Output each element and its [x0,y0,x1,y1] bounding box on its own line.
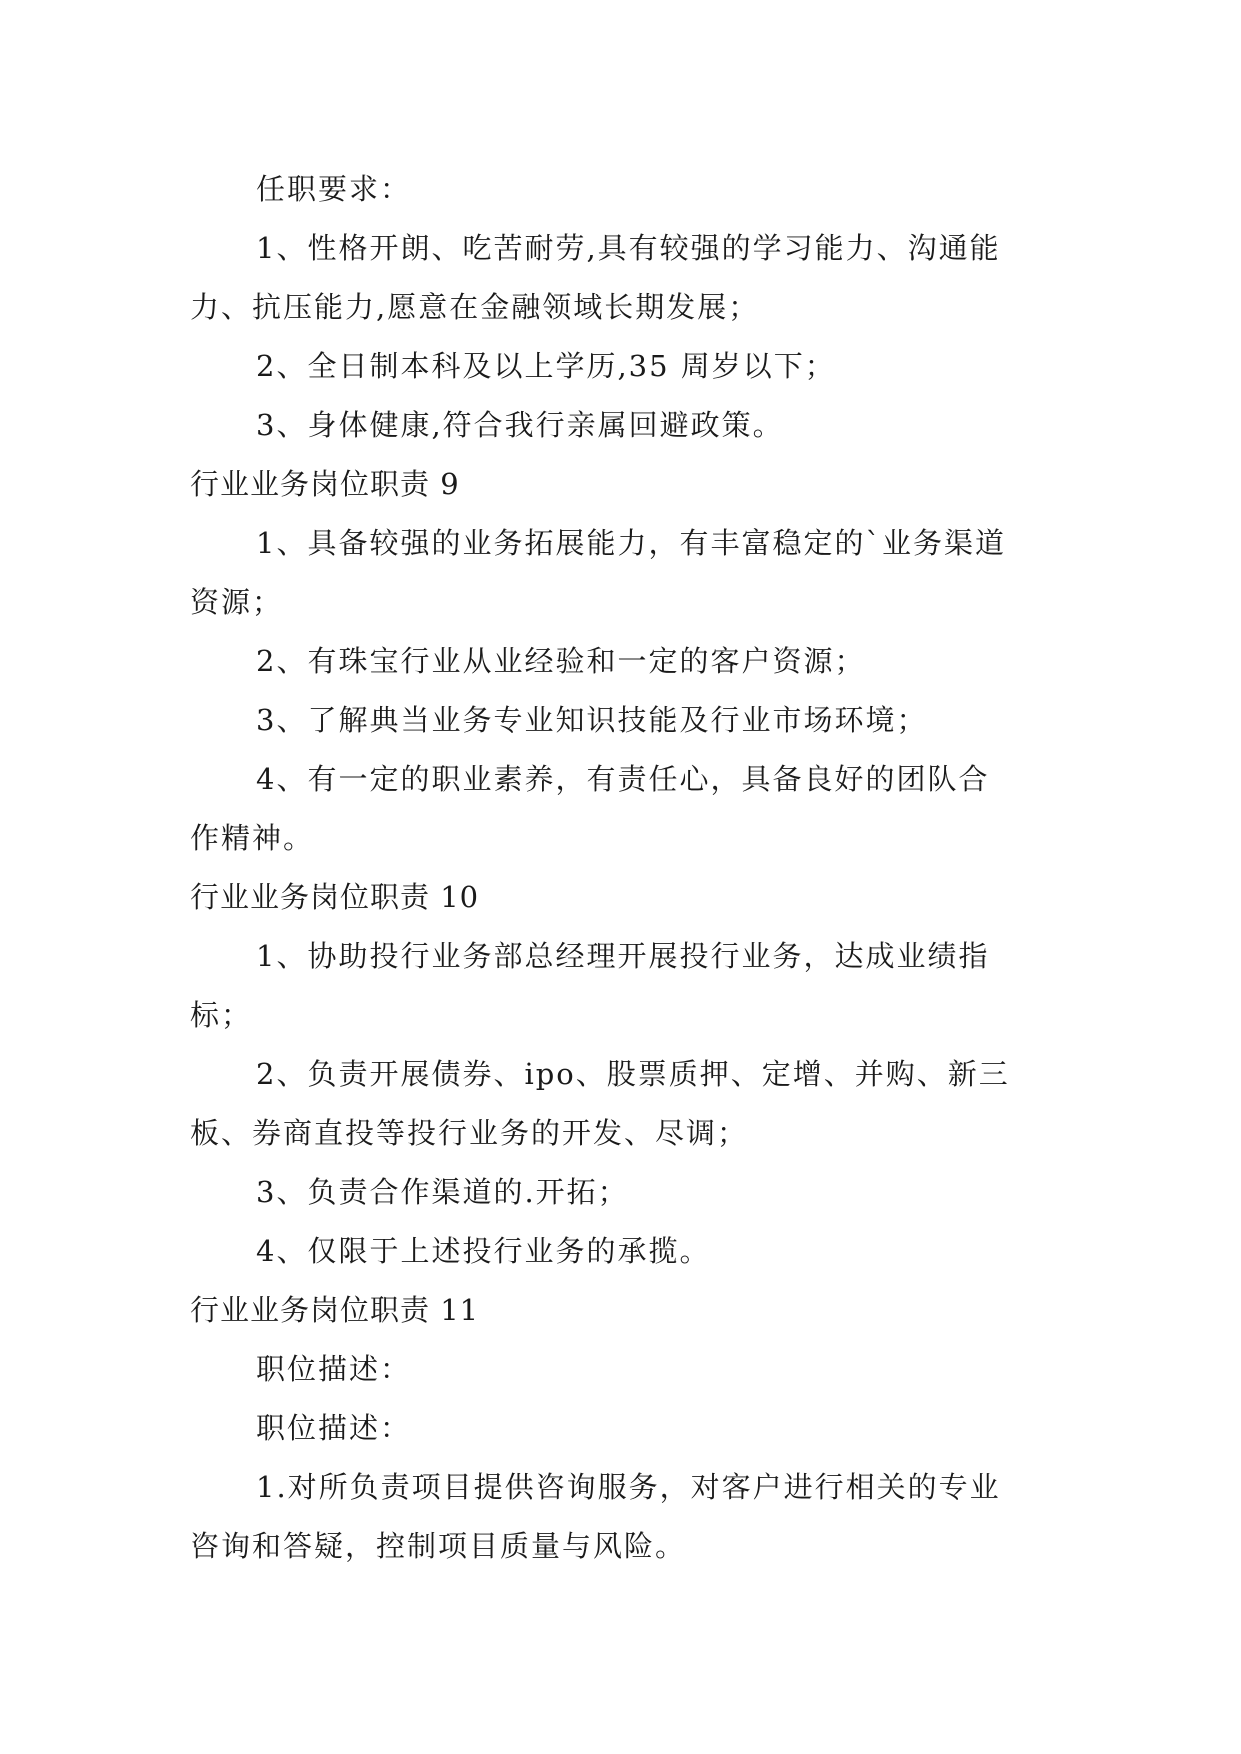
paragraph-line: 2、负责开展债券、ipo、股票质押、定增、并购、新三 [256,1057,1010,1091]
section-label-job-description: 职位描述： [256,1352,412,1386]
paragraph-line: 力、抗压能力,愿意在金融领域长期发展； [190,290,760,324]
paragraph-line: 咨询和答疑，控制项目质量与风险。 [190,1529,687,1563]
paragraph-line: 3、身体健康,符合我行亲属回避政策。 [256,408,784,442]
section-heading-9: 行业业务岗位职责 9 [190,467,460,501]
paragraph-line: 2、全日制本科及以上学历,35 周岁以下； [256,349,836,383]
paragraph-line: 1、具备较强的业务拓展能力，有丰富稳定的`业务渠道 [256,526,1006,560]
paragraph-line: 资源； [190,585,284,619]
paragraph-line: 作精神。 [190,821,315,855]
paragraph-line: 1、性格开朗、吃苦耐劳,具有较强的学习能力、沟通能 [256,231,1001,265]
document-body [190,160,1050,1576]
paragraph-line: 3、负责合作渠道的.开拓； [256,1175,629,1209]
section-label-job-description: 职位描述： [256,1411,412,1445]
section-heading-11: 行业业务岗位职责 11 [190,1293,480,1327]
paragraph-line: 4、有一定的职业素养，有责任心，具备良好的团队合 [256,762,990,796]
section-label-requirements: 任职要求： [256,172,412,206]
paragraph-line: 1、协助投行业务部总经理开展投行业务，达成业绩指 [256,939,990,973]
paragraph-line: 标； [190,998,253,1032]
paragraph-line: 2、有珠宝行业从业经验和一定的客户资源； [256,644,866,678]
paragraph-line: 1.对所负责项目提供咨询服务，对客户进行相关的专业 [256,1470,1001,1504]
paragraph-line: 4、仅限于上述投行业务的承揽。 [256,1234,711,1268]
section-heading-10: 行业业务岗位职责 10 [190,880,480,914]
paragraph-line: 板、券商直投等投行业务的开发、尽调； [190,1116,749,1150]
paragraph-line: 3、了解典当业务专业知识技能及行业市场环境； [256,703,928,737]
